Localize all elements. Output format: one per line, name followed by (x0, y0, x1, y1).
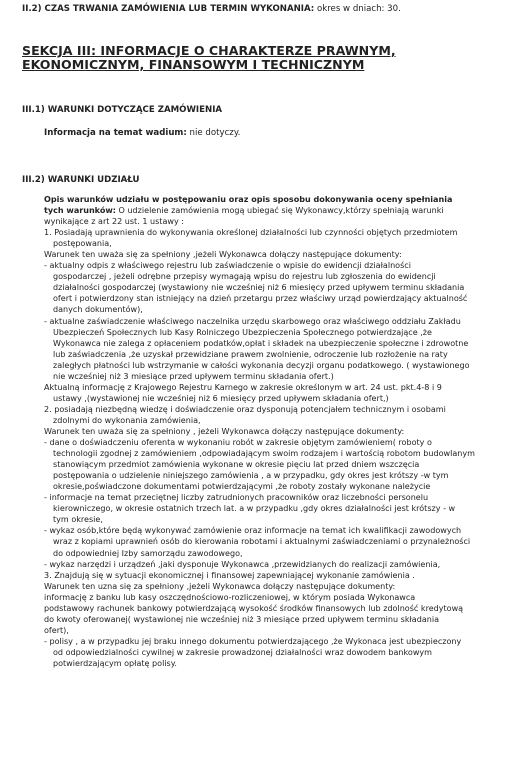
body-line-text: Warunek ten uważa się za spełniony ,jeżeli Wykonawca dołączy następujące dokumenty: (44, 250, 402, 260)
duration-value: okres w dniach: 30. (314, 4, 401, 14)
body-line (44, 426, 499, 437)
body-line-text: ustawy ,(wystawionej nie wcześniej niż 6 miesięcy przed upływem składania ofert,) (53, 393, 389, 403)
body-line-text: zdolnymi do wykonania zamówienia, (53, 415, 201, 425)
conditions-body (44, 194, 499, 669)
body-line (44, 559, 499, 570)
body-line (44, 481, 499, 492)
body-line-text: - polisy , a w przypadku jej braku innego dokumentu potwierdzającego ,że Wykonaca jest ubezpieczony (44, 636, 462, 646)
body-line-text: tym okresie, (53, 515, 103, 525)
body-line (44, 548, 499, 559)
heading-iii-1: III.1) WARUNKI DOTYCZĄCE ZAMÓWIENIA (22, 105, 223, 115)
body-line (44, 227, 499, 238)
body-line-text: ofert), (44, 625, 69, 635)
body-line-text: lub zaświadczenia ,że uzyskał przewidziane prawem zwolnienie, odroczenie lub rozłożenie na raty (53, 349, 448, 359)
body-line-text: Warunek ten uważa się za spełniony , jeżeli Wykonawca dołączy następujące dokumenty: (44, 426, 405, 436)
body-line (44, 304, 499, 315)
body-line (44, 238, 499, 249)
body-line (44, 194, 499, 205)
body-line (44, 658, 499, 669)
body-line (44, 316, 499, 327)
body-line (44, 249, 499, 260)
body-line-text: Wykonawca nie zalega z opłaceniem podatków,opłat i składek na ubezpieczenie społeczne i zdrowotne (53, 338, 469, 348)
body-line-rest: O udzielenie zamówienia mogą ubiegać się Wykonawcy,którzy spełniają warunki (116, 206, 444, 216)
body-line (44, 271, 499, 282)
wadium-label: Informacja na temat wadium: (44, 128, 187, 138)
body-line-text: działalności gospodarczej (wystawiony nie wcześniej niż 6 miesięcy przed upływem terminu składania (53, 283, 465, 293)
body-line (44, 636, 499, 647)
body-line-text: 2. posiadają niezbędną wiedzę i doświadczenie oraz dysponują potencjałem technicznym i osobami (44, 404, 446, 414)
body-line (44, 327, 499, 338)
body-line (44, 603, 499, 614)
body-line-text: - aktualny odpis z właściwego rejestru lub zaświadczenie o wpisie do ewidencji działalności (44, 261, 411, 271)
body-line (44, 415, 499, 426)
body-line (44, 614, 499, 625)
body-line-text: do odpowiedniej Izby samorządu zawodowego, (53, 548, 243, 558)
body-line (44, 338, 499, 349)
duration-line (22, 4, 401, 15)
body-line-text: wraz z kopiami uprawnień osób do kierowania robotami i aktualnymi zaświadczeniami o przynależności (53, 537, 471, 547)
body-line (44, 514, 499, 525)
body-line (44, 647, 499, 658)
body-line-text: technologii zgodnej z zamówieniem ,odpowiadającym swoim rodzajem i wartością robotom budowlanym (53, 449, 475, 459)
body-line-text: tych warunków: (44, 206, 116, 216)
body-line-text: gospodarczej , jeżeli odrębne przepisy wymagają wpisu do rejestru lub zgłoszenia do ewidencji (53, 272, 436, 282)
body-line (44, 382, 499, 393)
section-title-line-1: SEKCJA III: INFORMACJE O CHARAKTERZE PRAWNYM, (22, 43, 396, 58)
body-line (44, 581, 499, 592)
body-line-text: - aktualne zaświadczenie właściwego naczelnika urzędu skarbowego oraz właściwego oddziału Zakładu (44, 316, 461, 326)
body-line-text: - dane o doświadczeniu oferenta w wykonaniu robót w zakresie objętym zamówieniem( roboty o (44, 438, 432, 448)
body-line (44, 536, 499, 547)
body-line (44, 570, 499, 581)
body-line-text: wynikające z art 22 ust. 1 ustawy : (44, 217, 184, 227)
body-line-text: kierowniczego, w okresie ostatnich trzech lat. a w przypadku ,gdy okres działalności jest krótszy - w (53, 504, 456, 514)
body-line (44, 293, 499, 304)
wadium-value: nie dotyczy. (186, 128, 241, 138)
body-line (44, 437, 499, 448)
body-line-text: postępowania, (53, 239, 112, 249)
body-line-text: Opis warunków udziału w postępowaniu oraz opis sposobu dokonywania oceny spełniania (44, 195, 453, 204)
body-line-text: nie wcześniej niż 3 miesiące przed upływem terminu składania ofert.) (53, 371, 334, 381)
body-line-text: potwierdzającym opłatę polisy. (53, 658, 177, 668)
body-line-text: - wykaz osób,które będą wykonywać zamówienie oraz informacje na temat ich kwalifikacji zawodowych (44, 526, 462, 536)
body-line-text: od odpowiedzialności cywilnej w zakresie prowadzonej działalności wraz dowodem bankowym (53, 647, 433, 657)
body-line (44, 492, 499, 503)
duration-label: II.2) CZAS TRWANIA ZAMÓWIENIA LUB TERMIN WYKONANIA: (22, 4, 315, 14)
body-line-text: zaległych płatności lub wstrzymanie w całości wykonania decyzji organu podatkowego. ( wystawionego (53, 360, 470, 370)
body-line-text: okresie,poświadczone dokumentami potwierdzającymi ,że roboty zostały wykonane należycie (53, 482, 431, 492)
body-line-text: stanowiącym przedmiot zamówienia wykonane w okresie pięciu lat przed dniem wszczęcia (53, 460, 420, 470)
body-line (44, 470, 499, 481)
section-title (22, 44, 482, 72)
body-line-text: - informacje na temat przeciętnej liczby zatrudnionych pracowników oraz liczebności personelu (44, 493, 429, 503)
heading-iii-2: III.2) WARUNKI UDZIAŁU (22, 175, 140, 185)
body-line (44, 349, 499, 360)
body-line-text: Aktualną informację z Krajowego Rejestru Karnego w zakresie określonym w art. 24 ust. pkt.4-8 i 9 (44, 382, 442, 392)
body-line (44, 216, 499, 227)
body-line-text: postępowania o udzielenie niniejszego zamówienia , a w przypadku, gdy okres jest krótszy -w tym (53, 471, 449, 481)
body-line (44, 404, 499, 415)
body-line (44, 205, 499, 216)
body-line-text: Warunek ten uzna się za spełniony ,jeżeli Wykonawca dołączy następujące dokumenty: (44, 581, 396, 591)
body-line (44, 260, 499, 271)
body-line (44, 371, 499, 382)
body-line (44, 503, 499, 514)
body-line (44, 448, 499, 459)
body-line (44, 393, 499, 404)
body-line-text: 3. Znajdują się w sytuacji ekonomicznej i finansowej zapewniającej wykonanie zamówienia . (44, 570, 415, 580)
body-line (44, 282, 499, 293)
body-line (44, 360, 499, 371)
body-line-text: danych dokumentów), (53, 305, 143, 315)
body-line-text: do kwoty oferowanej( wystawionej nie wcześniej niż 3 miesiące przed upływem terminu składania (44, 614, 440, 624)
body-line (44, 625, 499, 636)
body-line (44, 592, 499, 603)
wadium-info (44, 128, 240, 139)
body-line (44, 525, 499, 536)
body-line-text: - wykaz narzędzi i urządzeń ,jaki dysponuje Wykonawca ,przewidzianych do realizacji zamówienia, (44, 559, 441, 569)
body-line (44, 459, 499, 470)
body-line-text: Ubezpieczeń Społecznych lub Kasy Rolniczego Ubezpieczenia Społecznego potwierdzające ,że (53, 327, 432, 337)
body-line-text: informację z banku lub kasy oszczędnościowo-rozliczeniowej, w którym posiada Wykonawca (44, 592, 416, 602)
body-line-text: 1. Posiadają uprawnienia do wykonywania określonej działalności lub czynności objętych przedmiotem (44, 228, 458, 238)
section-title-line-2: EKONOMICZNYM, FINANSOWYM I TECHNICZNYM (22, 57, 365, 72)
body-line-text: podstawowy rachunek bankowy potwierdzającą wysokość środków finansowych lub zdolność kredytową (44, 603, 464, 613)
body-line-text: ofert i potwierdzony stan istniejący na dzień przetargu przez właściwy urząd powierdzający aktualność (53, 294, 468, 304)
